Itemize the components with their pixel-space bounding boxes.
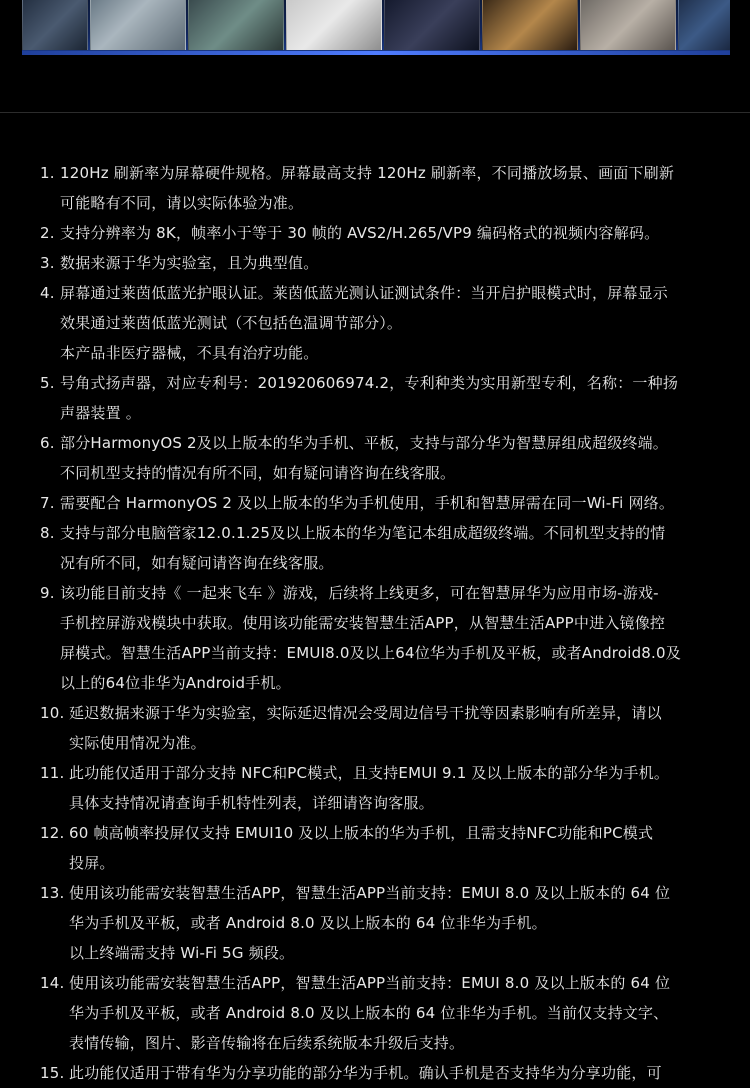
footnote-line <box>0 908 750 938</box>
footnote-number: 4. <box>40 284 55 302</box>
footnote-text: 实际使用情况为准。 <box>69 734 206 752</box>
footnote-number: 11. <box>40 764 65 782</box>
footnote-text: 延迟数据来源于华为实验室，实际延迟情况会受周边信号干扰等因素影响有所差异，请以 <box>69 704 662 722</box>
footnote-list <box>0 158 750 1088</box>
footnote-text: 声器装置 。 <box>60 404 141 422</box>
footnote-text: 需要配合 HarmonyOS 2 及以上版本的华为手机使用，手机和智慧屏需在同一Wi-Fi 网络。 <box>60 494 675 512</box>
footnote-text: 本产品非医疗器械，不具有治疗功能。 <box>60 344 319 362</box>
banner-tile-image <box>482 0 578 50</box>
footnote-line <box>0 428 750 458</box>
footnote-number: 2. <box>40 224 55 242</box>
footnote-line <box>0 398 750 428</box>
footnote-text: 支持分辨率为 8K，帧率小于等于 30 帧的 AVS2/H.265/VP9 编码格式的视频内容解码。 <box>60 224 660 242</box>
footnote-number: 7. <box>40 494 55 512</box>
footnote-text: 华为手机及平板，或者 Android 8.0 及以上版本的 64 位非华为手机。当前仅支持文字、 <box>69 1004 669 1022</box>
footnote-number: 14. <box>40 974 65 992</box>
footnote-text: 投屏。 <box>69 854 115 872</box>
footnote-line <box>0 548 750 578</box>
footnote-line <box>0 188 750 218</box>
footnote-text: 使用该功能需安装智慧生活APP，智慧生活APP当前支持：EMUI 8.0 及以上版本的 64 位 <box>69 884 671 902</box>
footnote-text: 使用该功能需安装智慧生活APP，智慧生活APP当前支持：EMUI 8.0 及以上版本的 64 位 <box>69 974 671 992</box>
footnote-line <box>0 158 750 188</box>
footnote-line <box>0 308 750 338</box>
footnote-text: 该功能目前支持《 一起来飞车 》游戏，后续将上线更多，可在智慧屏华为应用市场-游戏- <box>60 584 659 602</box>
footnote-line <box>0 758 750 788</box>
product-banner <box>22 0 730 55</box>
footnote-line <box>0 218 750 248</box>
footnote-text: 支持与部分电脑管家12.0.1.25及以上版本的华为笔记本组成超级终端。不同机型支持的情 <box>60 524 666 542</box>
footnote-text: 部分HarmonyOS 2及以上版本的华为手机、平板，支持与部分华为智慧屏组成超级终端。 <box>60 434 668 452</box>
footnote-line <box>0 848 750 878</box>
footnote-line <box>0 338 750 368</box>
footnote-line <box>0 878 750 908</box>
footnote-line <box>0 248 750 278</box>
footnote-line <box>0 518 750 548</box>
banner-tile-image <box>580 0 676 50</box>
footnote-text: 不同机型支持的情况有所不同，如有疑问请咨询在线客服。 <box>60 464 456 482</box>
banner-tile-image <box>188 0 284 50</box>
footnote-text: 表情传输，图片、影音传输将在后续系统版本升级后支持。 <box>69 1034 465 1052</box>
footnote-text: 此功能仅适用于部分支持 NFC和PC模式，且支持EMUI 9.1 及以上版本的部分华为手机。 <box>69 764 670 782</box>
footnote-text: 此功能仅适用于带有华为分享功能的部分华为手机。确认手机是否支持华为分享功能，可 <box>69 1064 662 1082</box>
footnote-text: 号角式扬声器，对应专利号：201920606974.2，专利种类为实用新型专利，名称：一种扬 <box>60 374 679 392</box>
footnote-line <box>0 458 750 488</box>
footnote-number: 5. <box>40 374 55 392</box>
banner-tile-image <box>384 0 480 50</box>
footnote-line <box>0 1058 750 1088</box>
footnote-line <box>0 788 750 818</box>
footnote-text: 效果通过莱茵低蓝光测试（不包括色温调节部分）。 <box>60 314 403 332</box>
footnote-line <box>0 698 750 728</box>
footnote-line <box>0 488 750 518</box>
footnote-text: 屏幕通过莱茵低蓝光护眼认证。莱茵低蓝光测认证测试条件：当开启护眼模式时，屏幕显示 <box>60 284 669 302</box>
footnote-line <box>0 608 750 638</box>
banner-tile-image <box>22 0 88 50</box>
footnote-line <box>0 1028 750 1058</box>
banner-tile-image <box>678 0 730 50</box>
footnote-line <box>0 638 750 668</box>
footnote-text: 以上的64位非华为Android手机。 <box>60 674 291 692</box>
banner-tile-image <box>286 0 382 50</box>
footnote-number: 3. <box>40 254 55 272</box>
footnote-text: 120Hz 刷新率为屏幕硬件规格。屏幕最高支持 120Hz 刷新率，不同播放场景、画面下刷新 <box>60 164 675 182</box>
footnote-text: 屏模式。智慧生活APP当前支持：EMUI8.0及以上64位华为手机及平板，或者Android8.0及 <box>60 644 681 662</box>
footnote-number: 6. <box>40 434 55 452</box>
footnote-text: 华为手机及平板，或者 Android 8.0 及以上版本的 64 位非华为手机。 <box>69 914 547 932</box>
footnote-number: 15. <box>40 1064 65 1082</box>
banner-tile-image <box>90 0 186 50</box>
footnote-line <box>0 578 750 608</box>
section-divider <box>0 112 750 113</box>
footnote-number: 1. <box>40 164 55 182</box>
banner-glow-edge <box>22 51 730 55</box>
footnote-line <box>0 938 750 968</box>
footnote-number: 12. <box>40 824 65 842</box>
footnote-text: 可能略有不同，请以实际体验为准。 <box>60 194 304 212</box>
footnote-line <box>0 968 750 998</box>
footnote-text: 手机控屏游戏模块中获取。使用该功能需安装智慧生活APP，从智慧生活APP中进入镜像控 <box>60 614 666 632</box>
footnote-line <box>0 668 750 698</box>
footnote-number: 9. <box>40 584 55 602</box>
footnote-text: 况有所不同，如有疑问请咨询在线客服。 <box>60 554 334 572</box>
footnote-text: 以上终端需支持 Wi-Fi 5G 频段。 <box>69 944 295 962</box>
footnote-line <box>0 818 750 848</box>
footnote-text: 60 帧高帧率投屏仅支持 EMUI10 及以上版本的华为手机，且需支持NFC功能和PC模式 <box>69 824 654 842</box>
footnote-line <box>0 368 750 398</box>
footnote-line <box>0 998 750 1028</box>
footnote-text: 具体支持情况请查询手机特性列表，详细请咨询客服。 <box>69 794 434 812</box>
footnote-number: 8. <box>40 524 55 542</box>
footnote-number: 10. <box>40 704 65 722</box>
footnote-number: 13. <box>40 884 65 902</box>
footnote-line <box>0 278 750 308</box>
footnote-line <box>0 728 750 758</box>
footnote-text: 数据来源于华为实验室，且为典型值。 <box>60 254 319 272</box>
